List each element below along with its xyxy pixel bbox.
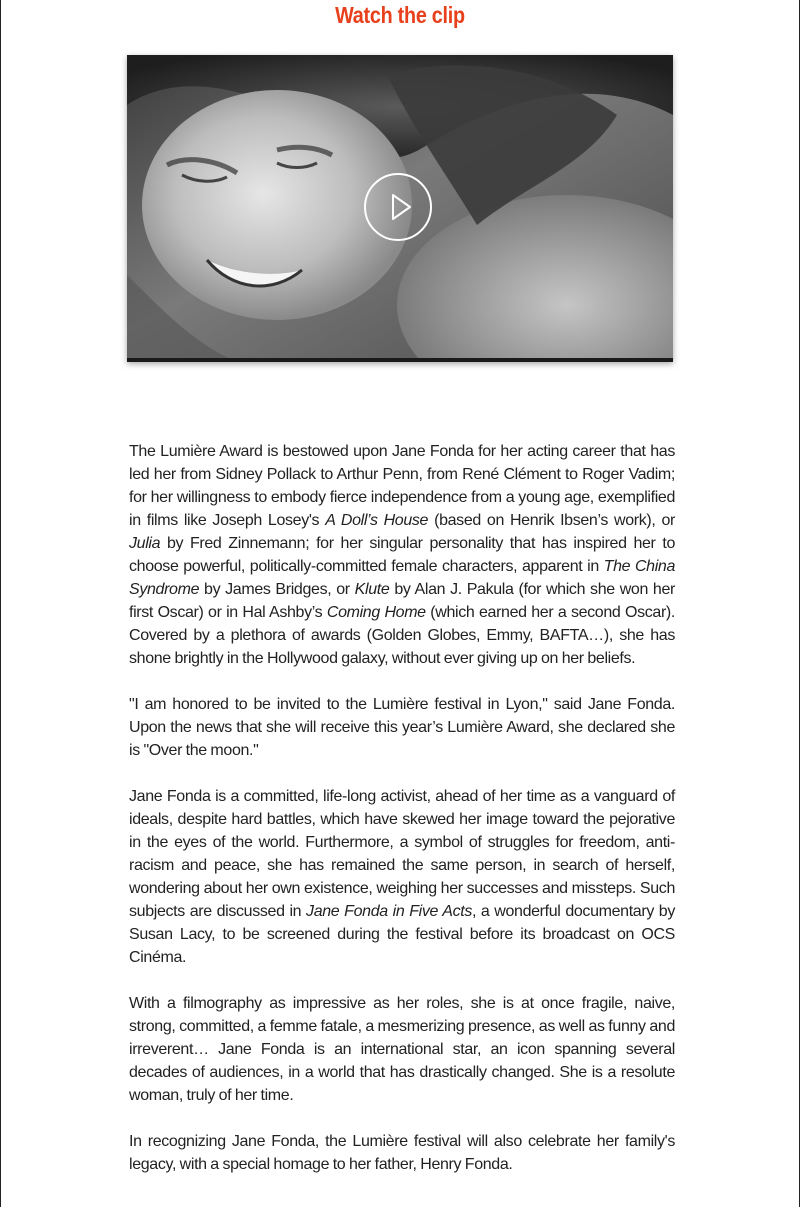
text-span: (which earned her a second Oscar). Covered by a plethora of awards (Golden Globes, Emmy, BAFTA…), she has shone brightly in the Hollywood galaxy, without ever giving up on her beliefs.	[129, 604, 675, 667]
text-span: by Alan J. Pakula (for which she won her first Oscar) or in Hal Ashby’s	[129, 581, 675, 621]
text-span: Jane Fonda is a committed, life-long activist, ahead of her time as a vanguard of ideals, despite hard battles, which have skewed her image toward the pejorative in the eyes of the world. Furthermore, a symbol of struggles for freedom, anti-racism and peace, she has remained the same person, in search of herself, wondering about her own existence, weighing her successes and missteps. Such subjects are discussed in	[129, 788, 675, 920]
film-title: Julia	[129, 535, 161, 552]
paragraph-homage: In recognizing Jane Fonda, the Lumière festival will also celebrate her family's legacy, with a special homage to her father, Henry Fonda.	[129, 1133, 675, 1173]
clip-heading: Watch the clip	[335, 2, 465, 28]
paragraph-lumiere-award	[129, 440, 675, 670]
paragraph-activist	[129, 785, 675, 969]
text-span: The Lumière Award is bestowed upon Jane Fonda for her acting career that has led her from Sidney Pollack to Arthur Penn, from René Clément to Roger Vadim; for her willingness to embody fierce independence from a young age, exemplified in films like Joseph Losey's	[129, 443, 675, 529]
play-button[interactable]	[364, 173, 432, 241]
paragraph-quote: "I am honored to be invited to the Lumière festival in Lyon," said Jane Fonda. Upon the news that she will receive this year’s Lumière Award, she declared she is "Over the moon."	[129, 696, 675, 759]
play-icon	[366, 175, 430, 239]
film-title: Jane Fonda in Five Acts	[306, 903, 472, 920]
text-span: (based on Henrik Ibsen’s work), or	[428, 512, 675, 529]
article-body	[129, 440, 675, 1199]
text-span: by Fred Zinnemann; for her singular personality that has inspired her to choose powerful, politically-committed female characters, apparent in	[129, 535, 675, 575]
text-span: by James Bridges, or	[199, 581, 355, 598]
film-title: Coming Home	[326, 604, 426, 621]
text-span: , a wonderful documentary by Susan Lacy, to be screened during the festival before its broadcast on OCS Cinéma.	[129, 903, 676, 966]
film-title: The China Syndrome	[129, 558, 675, 598]
video-player[interactable]	[127, 55, 673, 362]
paragraph-filmography: With a filmography as impressive as her roles, she is at once fragile, naive, strong, committed, a femme fatale, a mesmerizing presence, as well as funny and irreverent… Jane Fonda is an international star, an icon spanning several decades of audiences, in a world that has drastically changed. She is a resolute woman, truly of her time.	[129, 995, 675, 1104]
film-title: A Doll’s House	[325, 512, 429, 529]
film-title: Klute	[354, 581, 390, 598]
